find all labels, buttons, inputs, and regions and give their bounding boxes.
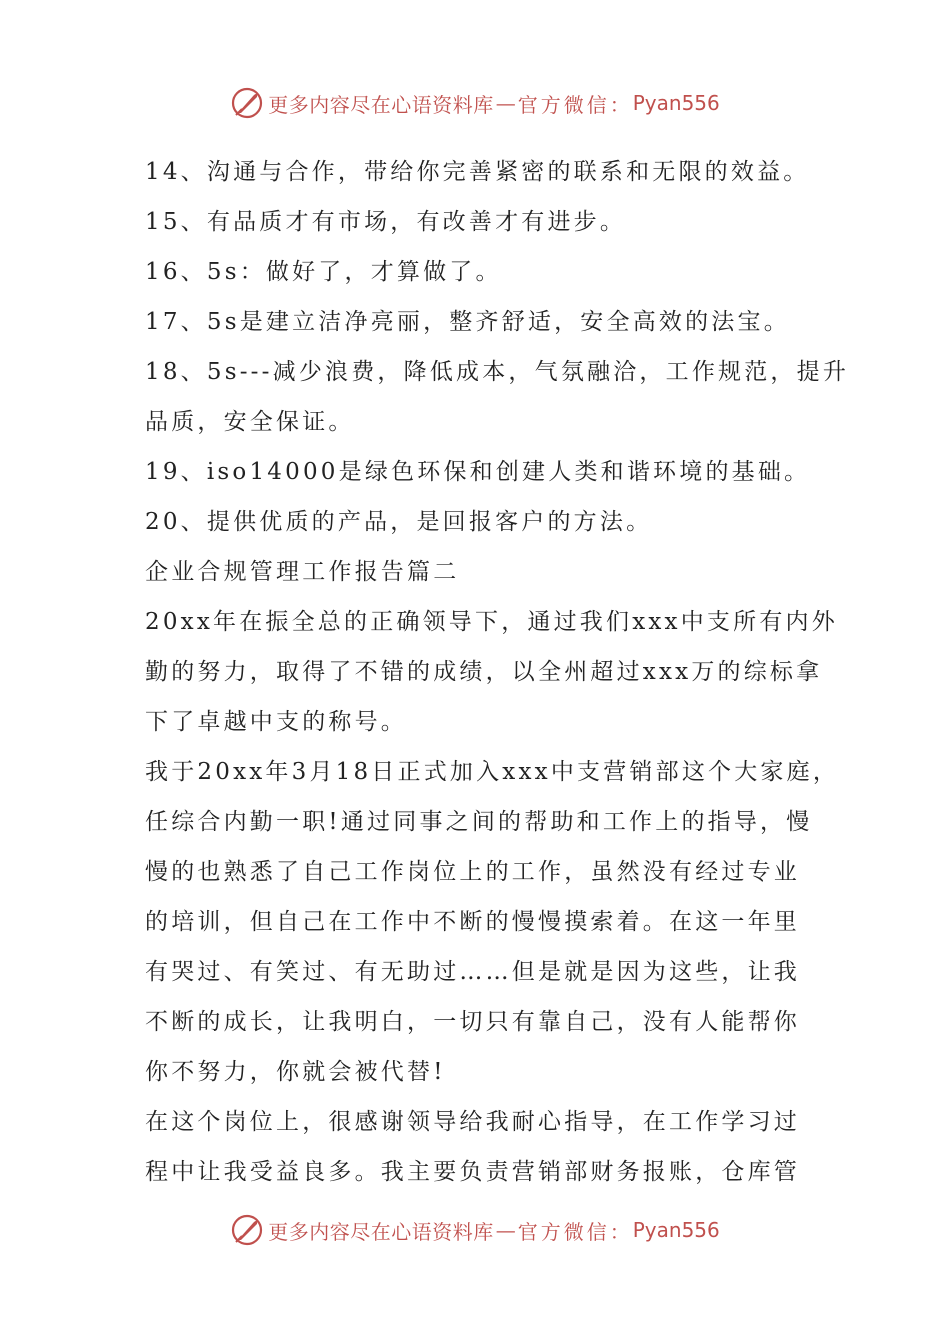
section-heading: 企业合规管理工作报告篇二 [145, 559, 460, 585]
text-line: 下了卓越中支的称号。 [145, 709, 407, 735]
text-line: 品质，安全保证。 [145, 409, 355, 435]
header-banner [0, 83, 950, 123]
banner-slogan: 更多内容尽在心语资料库 [268, 92, 494, 117]
text-line: 19、iso14000是绿色环保和创建人类和谐环境的基础。 [145, 459, 811, 485]
text-line: 的培训，但自己在工作中不断的慢慢摸索着。在这一年里 [145, 909, 800, 935]
text-line: 20、提供优质的产品，是回报客户的方法。 [145, 509, 653, 535]
text-line: 你不努力，你就会被代替! [145, 1059, 446, 1085]
text-line: 20xx年在振全总的正确领导下，通过我们xxx中支所有内外 [145, 609, 838, 635]
text-line: 在这个岗位上，很感谢领导给我耐心指导，在工作学习过 [145, 1109, 800, 1135]
text-line: 15、有品质才有市场，有改善才有进步。 [145, 209, 627, 235]
text-line: 17、5s是建立洁净亮丽，整齐舒适，安全高效的法宝。 [145, 309, 790, 335]
text-line: 慢的也熟悉了自己工作岗位上的工作，虽然没有经过专业 [145, 859, 800, 885]
banner-dash: — [495, 91, 516, 115]
text-line: 14、沟通与合作，带给你完善紧密的联系和无限的效益。 [145, 159, 810, 185]
banner-slogan: 更多内容尽在心语资料库 [268, 1219, 494, 1244]
banner-wechat-id: Pyan556 [632, 91, 720, 115]
banner-wechat-label: 官方微信： [517, 1219, 633, 1244]
text-line: 任综合内勤一职!通过同事之间的帮助和工作上的指导，慢 [145, 809, 813, 835]
banner-wechat-label: 官方微信： [517, 92, 633, 117]
text-line: 18、5s---减少浪费，降低成本，气氛融洽，工作规范，提升 [145, 359, 850, 385]
banner-wechat-id: Pyan556 [632, 1218, 720, 1242]
text-line: 有哭过、有笑过、有无助过……但是就是因为这些，让我 [145, 959, 800, 985]
banner-dash: — [495, 1218, 516, 1242]
text-line: 勤的努力，取得了不错的成绩，以全州超过xxx万的综标拿 [145, 659, 823, 685]
quill-logo-icon [230, 1213, 264, 1247]
quill-logo-icon [230, 86, 264, 120]
document-body [145, 147, 850, 1197]
text-line: 16、5s：做好了，才算做了。 [145, 259, 502, 285]
text-line: 不断的成长，让我明白，一切只有靠自己，没有人能帮你 [145, 1009, 800, 1035]
footer-banner [0, 1210, 950, 1250]
text-line: 我于20xx年3月18日正式加入xxx中支营销部这个大家庭， [145, 759, 840, 785]
text-line: 程中让我受益良多。我主要负责营销部财务报账，仓库管 [145, 1159, 800, 1185]
